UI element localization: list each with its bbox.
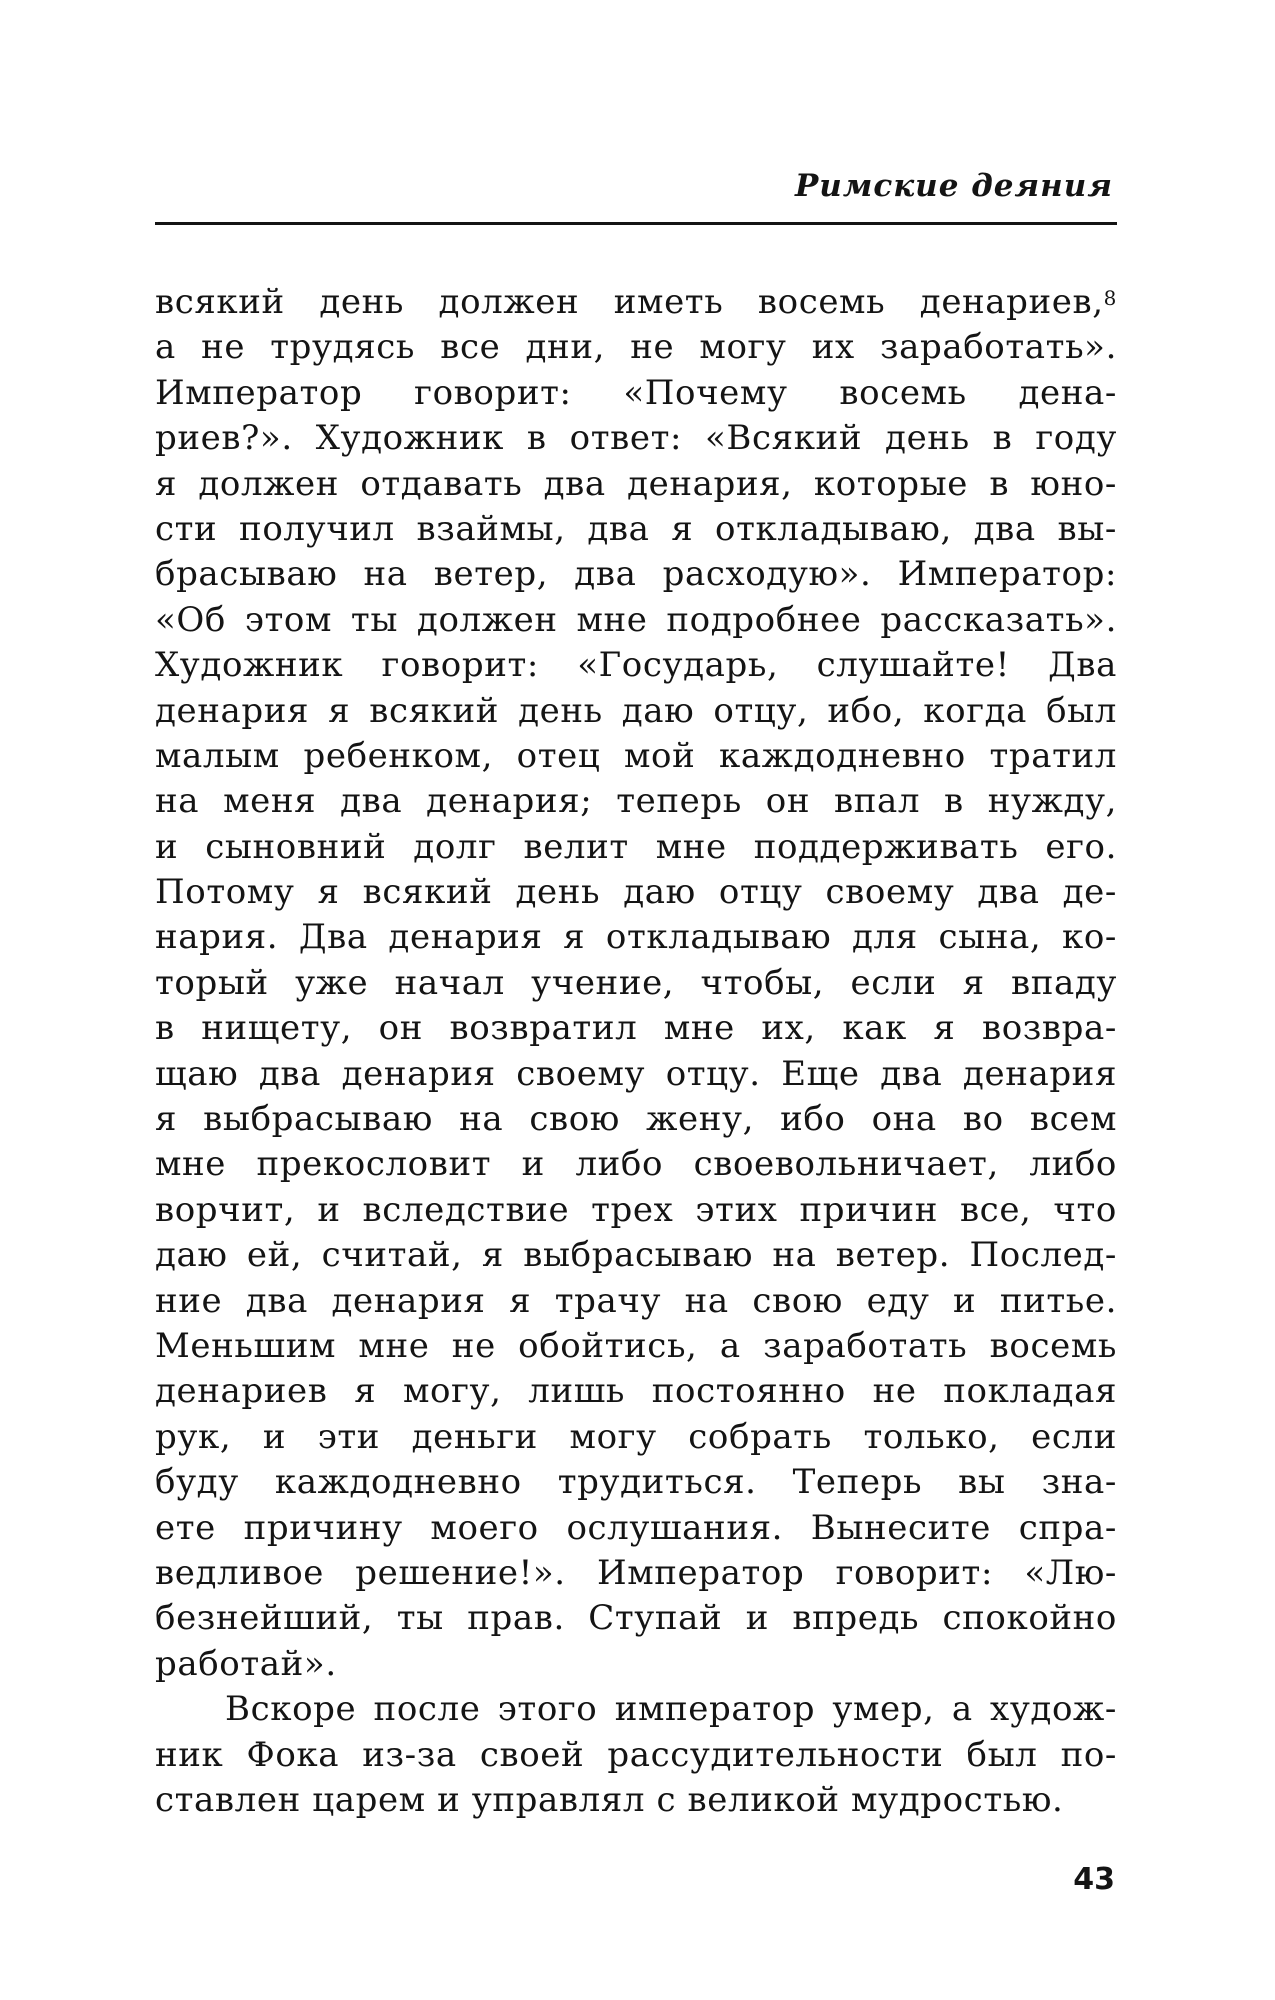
text-line-content: Художник говорит: «Государь, слушайте! Два: [155, 645, 1117, 686]
text-line-content: я должен отдавать два денария, которые в юно-: [155, 463, 1117, 504]
text-line-content: ведливое решение!». Император говорит: «Лю-: [155, 1552, 1117, 1593]
text-line: [155, 870, 1117, 915]
text-line-content: «Об этом ты должен мне подробнее рассказать».: [155, 599, 1117, 640]
text-line-content: на меня два денария; теперь он впал в нужду,: [155, 781, 1117, 822]
text-line: [155, 1687, 1117, 1732]
text-line: [155, 416, 1117, 461]
text-line: [155, 1596, 1117, 1641]
text-line: [155, 689, 1117, 734]
text-line: [155, 1460, 1117, 1505]
header-rule: [155, 222, 1117, 225]
text-line: [155, 1233, 1117, 1278]
text-line: [155, 462, 1117, 507]
text-line-content: сти получил взаймы, два я откладываю, два вы-: [155, 508, 1117, 549]
text-line-content: Вскоре после этого император умер, а худож-: [225, 1689, 1117, 1730]
text-line-content: торый уже начал учение, чтобы, если я впаду: [155, 962, 1117, 1003]
text-line-content: Император говорит: «Почему восемь дена-: [155, 372, 1117, 413]
text-line: [155, 734, 1117, 779]
text-line: [155, 825, 1117, 870]
text-line: [155, 779, 1117, 824]
text-line-content: я выбрасываю на свою жену, ибо она во всем: [155, 1099, 1117, 1140]
text-line: [155, 915, 1117, 960]
paragraph: [155, 280, 1117, 1687]
text-line-content: буду каждодневно трудиться. Теперь вы зна-: [155, 1462, 1117, 1503]
text-line-content: а не трудясь все дни, не могу их заработать».: [155, 327, 1117, 368]
text-line: [155, 280, 1117, 325]
text-line: [155, 1733, 1117, 1778]
text-line: [155, 1551, 1117, 1596]
paragraph: [155, 1687, 1117, 1823]
text-line-content: безнейший, ты прав. Ступай и впредь спокойно: [155, 1598, 1117, 1639]
text-line-content: мне прекословит и либо своевольничает, либо: [155, 1144, 1117, 1185]
text-line: [155, 1188, 1117, 1233]
text-line: [155, 1052, 1117, 1097]
text-line-content: риев?». Художник в ответ: «Всякий день в году: [155, 418, 1117, 459]
text-line-content: брасываю на ветер, два расходую». Император:: [155, 554, 1117, 595]
text-line-content: Потому я всякий день даю отцу своему два де-: [155, 872, 1117, 913]
text-line-content: работай».: [155, 1643, 337, 1684]
text-line: [155, 961, 1117, 1006]
text-line: [155, 552, 1117, 597]
text-line: [155, 643, 1117, 688]
text-line: [155, 371, 1117, 416]
text-line: [155, 1324, 1117, 1369]
text-line-content: денариев я могу, лишь постоянно не покладая: [155, 1371, 1117, 1412]
text-line-content: ете причину моего ослушания. Вынесите спра-: [155, 1507, 1117, 1548]
text-line: [155, 598, 1117, 643]
text-line: [155, 1778, 1117, 1823]
running-head: Римские деяния: [795, 168, 1113, 204]
text-line: [155, 1142, 1117, 1187]
text-line-content: щаю два денария своему отцу. Еще два денария: [155, 1053, 1117, 1094]
text-line-content: и сыновний долг велит мне поддерживать его.: [155, 826, 1117, 867]
text-line: [155, 1506, 1117, 1551]
page-number: 43: [1073, 1862, 1115, 1897]
text-line-content: ставлен царем и управлял с великой мудростью.: [155, 1779, 1064, 1820]
text-line-content: ник Фока из-за своей рассудительности был по-: [155, 1734, 1117, 1775]
footnote-marker: 8: [1103, 286, 1117, 310]
text-line: [155, 1642, 1117, 1687]
text-line: [155, 507, 1117, 552]
text-line: [155, 1415, 1117, 1460]
text-line-content: малым ребенком, отец мой каждодневно тратил: [155, 735, 1117, 776]
text-line-content: всякий день должен иметь восемь денариев,: [155, 282, 1104, 322]
text-line: [155, 1369, 1117, 1414]
text-line-content: даю ей, считай, я выбрасываю на ветер. Послед-: [155, 1235, 1117, 1276]
text-line: [155, 1279, 1117, 1324]
text-line-content: Меньшим мне не обойтись, а заработать восемь: [155, 1325, 1117, 1366]
text-line-content: ворчит, и вследствие трех этих причин все, что: [155, 1189, 1117, 1230]
text-line-content: рук, и эти деньги могу собрать только, если: [155, 1416, 1117, 1457]
body-text: [155, 280, 1117, 1823]
text-line-content: нария. Два денария я откладываю для сына, ко-: [155, 917, 1117, 958]
text-line-content: денария я всякий день даю отцу, ибо, когда был: [155, 690, 1117, 731]
text-line-content: ние два денария я трачу на свою еду и питье.: [155, 1280, 1117, 1321]
text-line: [155, 1097, 1117, 1142]
text-line: [155, 325, 1117, 370]
text-line: [155, 1006, 1117, 1051]
text-line-content: в нищету, он возвратил мне их, как я возвра-: [155, 1008, 1117, 1049]
